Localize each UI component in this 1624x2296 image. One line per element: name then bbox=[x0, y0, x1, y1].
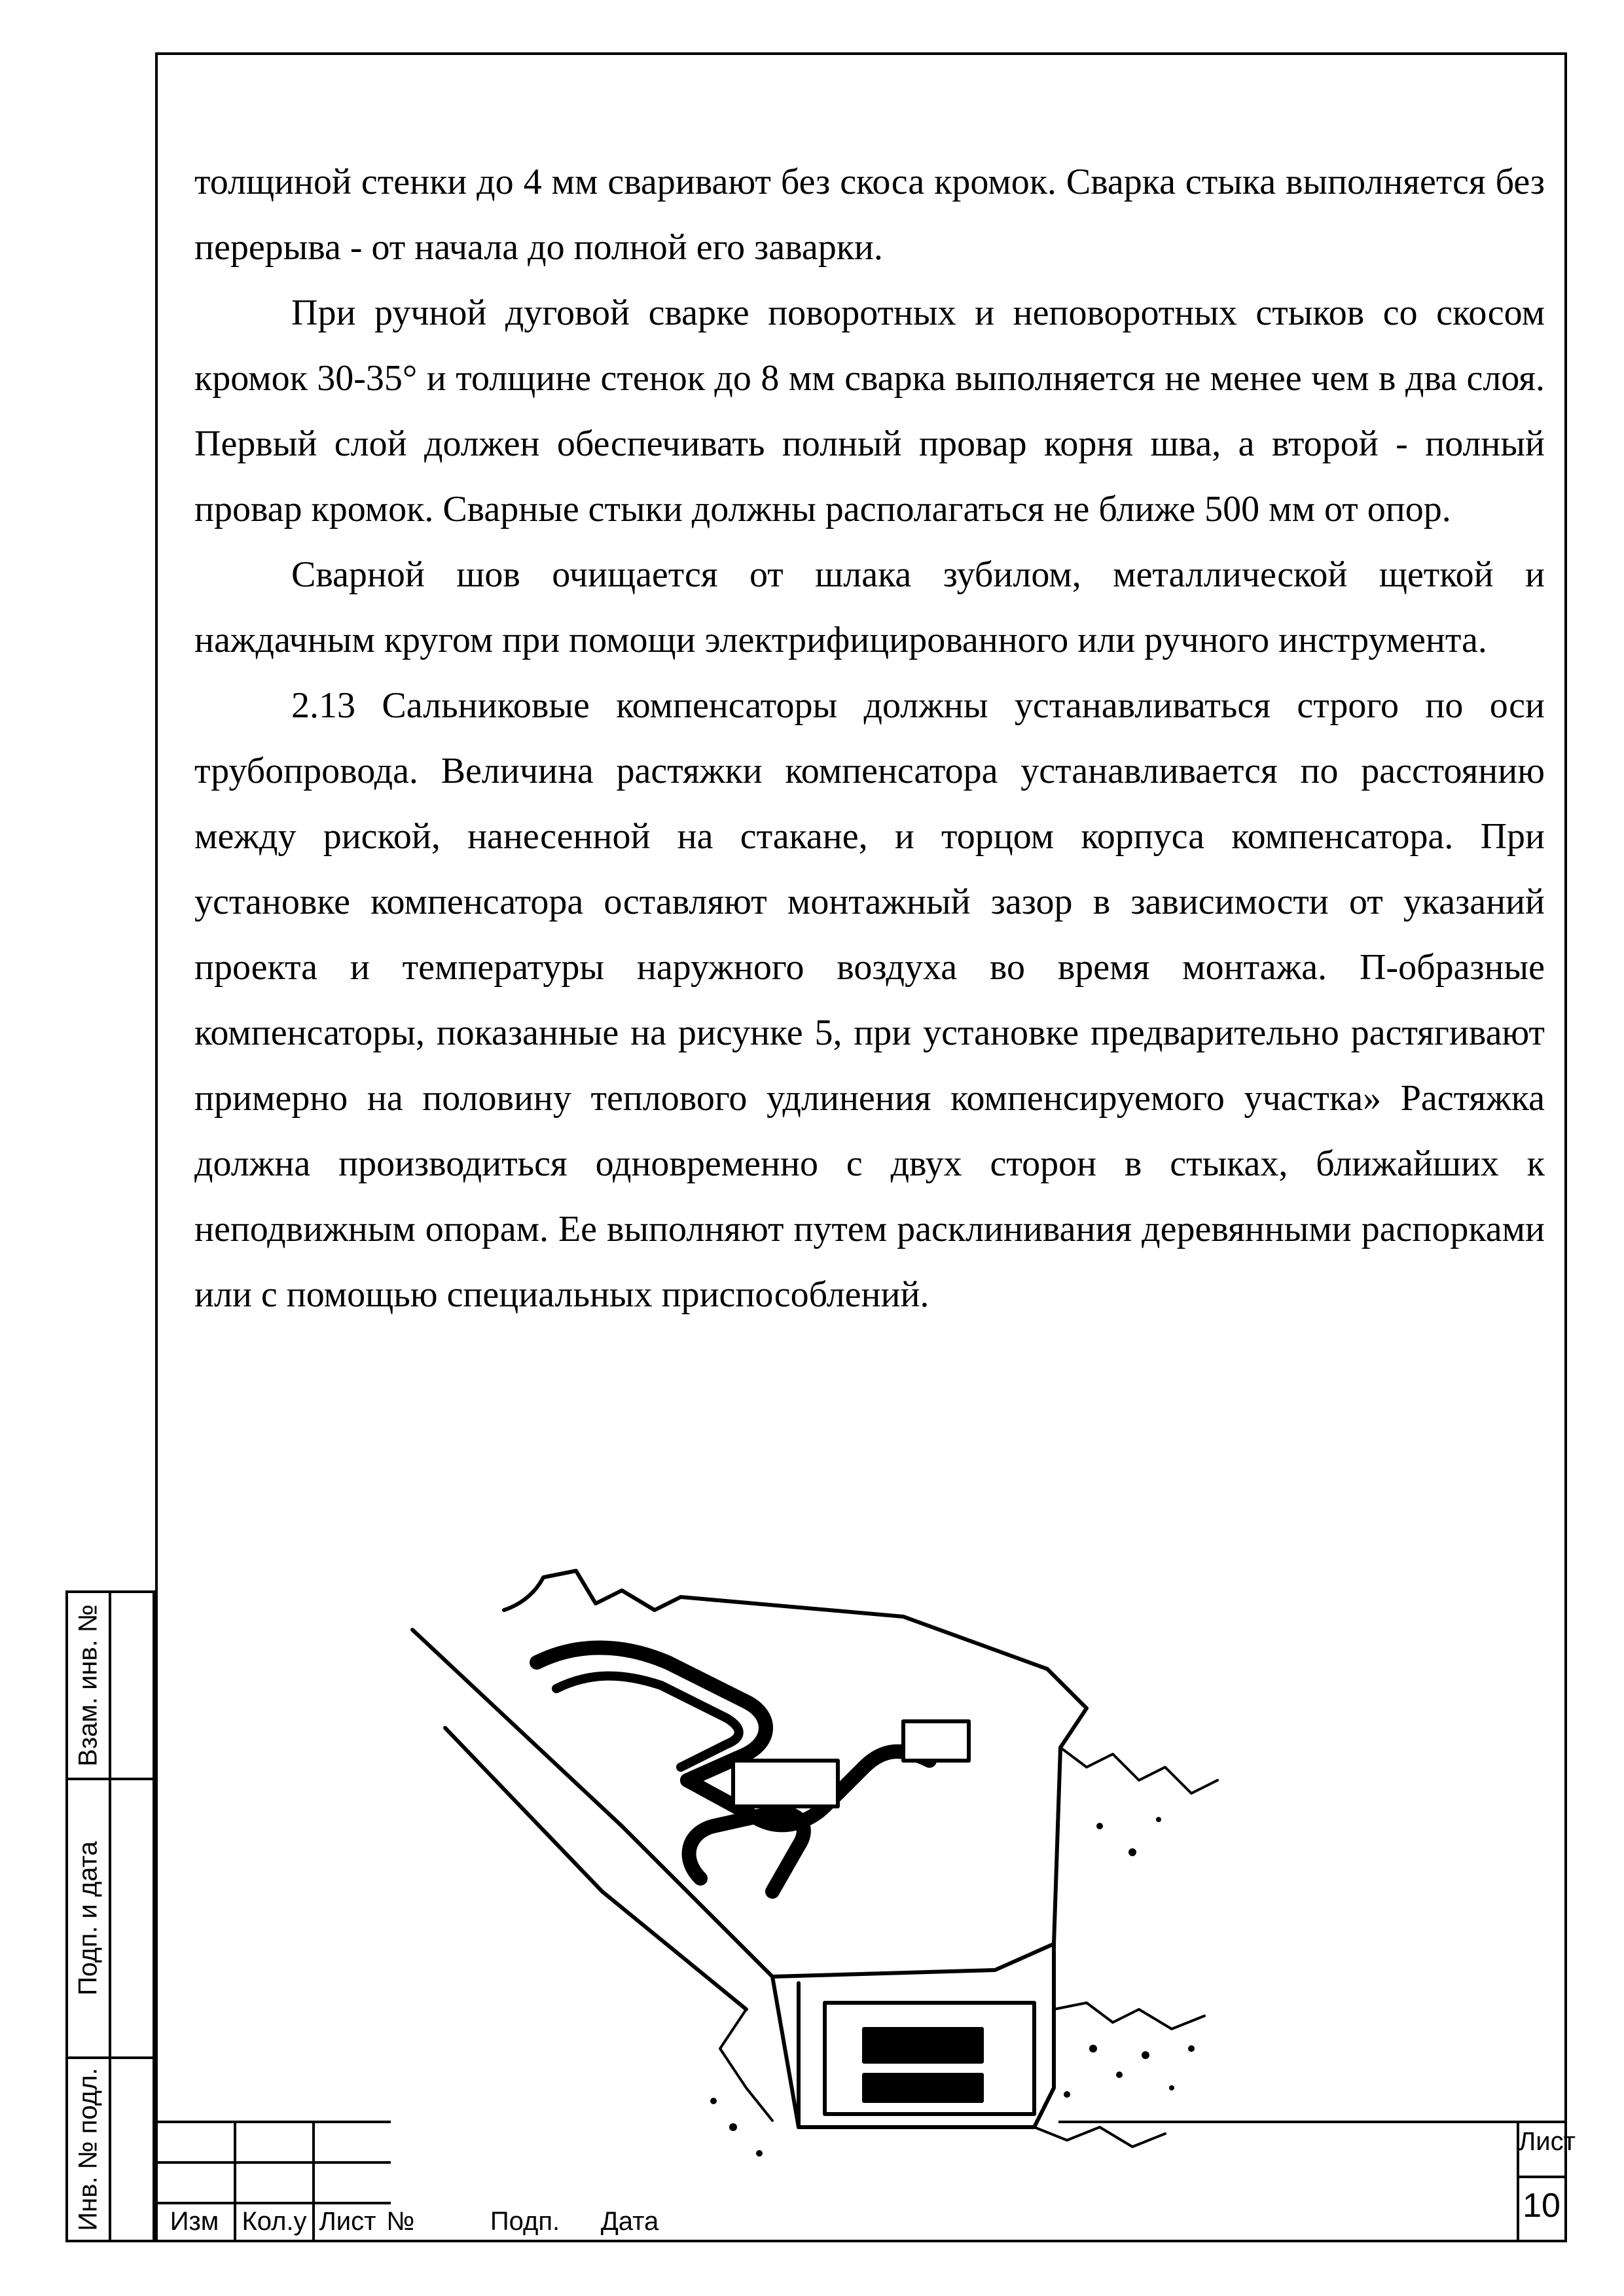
title-block bbox=[155, 2121, 1576, 2242]
title-block-data: Дата bbox=[600, 2207, 659, 2236]
paragraph: 2.13 Сальниковые компенсаторы должны устанавливаться строго по оси трубопровода. Величина растяжки компенсатора устанавливается по расстоянию между риской, нанесенной на стакане, и торцом корпуса компенсатора. При установке компенсатора оставляют монтажный зазор в зависимости от указаний проекта и температуры наружного воздуха во время монтажа. П-образные компенсаторы, показанные на рисунке 5, при установке предварительно растягивают примерно на половину теплового удлинения компенсируемого участка» Растяжка должна производиться одновременно с двух сторон в стыках, ближайших к неподвижным опорам. Ее выполняют путем расклинивания деревянными распорками или с помощью специальных приспособлений. bbox=[194, 685, 1545, 1315]
title-block-podp: Подп. bbox=[490, 2207, 560, 2236]
side-stamp-replace-inv bbox=[65, 1590, 155, 1780]
paragraph: Сварной шов очищается от шлака зубилом, металлической щеткой и наждачным кругом при помощи электрифицированного или ручного инструмента. bbox=[194, 554, 1545, 660]
title-block-kolu: Кол.у bbox=[242, 2207, 307, 2236]
side-stamp-orig-inv bbox=[65, 2056, 155, 2242]
side-stamp-sign-date bbox=[65, 1778, 155, 2059]
title-block-list: Лист bbox=[319, 2207, 376, 2236]
body-text bbox=[194, 149, 1545, 1327]
side-stamp-label: Инв. № подл. bbox=[73, 2068, 103, 2231]
sheet-label: Лист bbox=[1519, 2127, 1576, 2156]
title-block-no: № bbox=[386, 2207, 415, 2236]
compensator-figure bbox=[406, 1551, 1276, 2206]
title-block-izm: Изм bbox=[170, 2207, 219, 2236]
side-stamp-label: Взам. инв. № bbox=[73, 1604, 103, 1767]
paragraph: толщиной стенки до 4 мм сваривают без скоса кромок. Сварка стыка выполняется без перерыва - от начала до полной его заварки. bbox=[194, 162, 1545, 268]
side-stamp-label: Подп. и дата bbox=[73, 1841, 103, 1996]
paragraph: При ручной дуговой сварке поворотных и неповоротных стыков со скосом кромок 30-35° и толщине стенок до 8 мм сварка выполняется не менее чем в два слоя. Первый слой должен обеспечивать полный провар корня шва, а второй - полный провар кромок. Сварные стыки должны располагаться не ближе 500 мм от опор. bbox=[194, 293, 1545, 529]
sheet-number: 10 bbox=[1523, 2187, 1561, 2225]
